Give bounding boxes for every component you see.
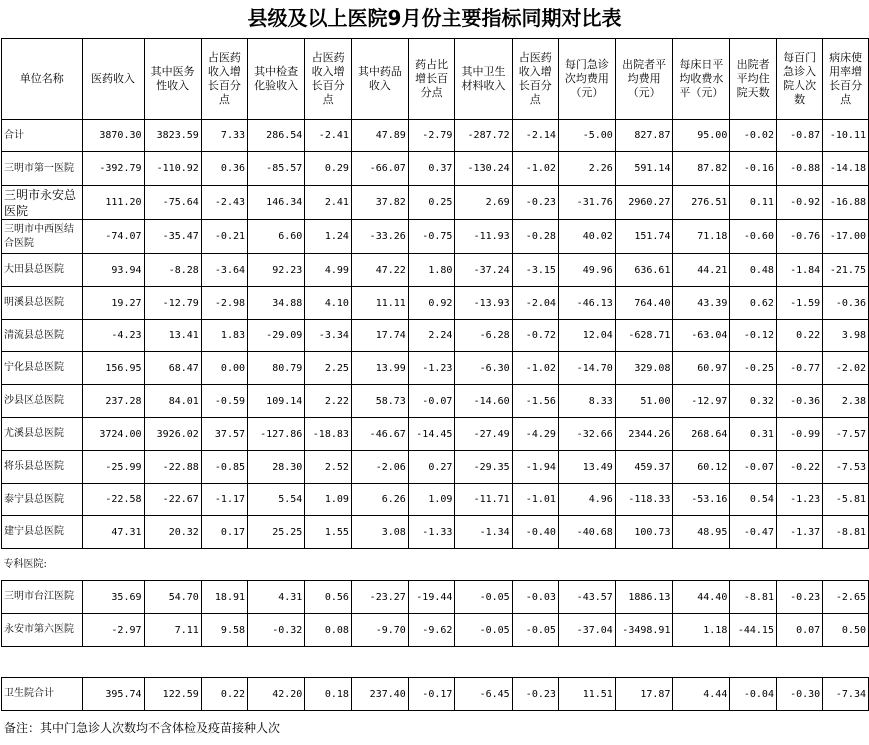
value-cell: -7.34 [823, 678, 869, 711]
value-cell: 2.38 [823, 385, 869, 418]
value-cell: 4.96 [558, 484, 615, 516]
value-cell: 28.30 [248, 451, 305, 484]
value-cell: 37.82 [351, 186, 408, 220]
value-cell: -19.44 [408, 581, 455, 614]
value-cell: 3823.59 [144, 120, 201, 152]
value-cell: 47.22 [351, 254, 408, 287]
value-cell: 37.57 [201, 418, 247, 451]
value-cell: 276.51 [673, 186, 730, 220]
section-row [2, 549, 869, 581]
value-cell: 237.28 [82, 385, 144, 418]
value-cell: -0.04 [730, 678, 777, 711]
value-cell: -0.16 [730, 152, 777, 186]
value-cell: -11.71 [455, 484, 512, 516]
value-cell: -12.79 [144, 287, 201, 320]
value-cell: -3498.91 [615, 614, 673, 647]
value-cell: 156.95 [82, 352, 144, 385]
value-cell: -2.14 [512, 120, 558, 152]
value-cell: 286.54 [248, 120, 305, 152]
value-cell: 2.69 [455, 186, 512, 220]
header-cell: 其中卫生材料收入 [455, 39, 512, 120]
value-cell: 2.25 [305, 352, 352, 385]
value-cell: 51.00 [615, 385, 673, 418]
value-cell: 87.82 [673, 152, 730, 186]
value-cell: -4.29 [512, 418, 558, 451]
table-row [2, 385, 869, 418]
value-cell: -6.30 [455, 352, 512, 385]
value-cell: -0.88 [776, 152, 822, 186]
value-cell: 636.61 [615, 254, 673, 287]
value-cell: -287.72 [455, 120, 512, 152]
value-cell: -13.93 [455, 287, 512, 320]
value-cell: 58.73 [351, 385, 408, 418]
value-cell: 7.11 [144, 614, 201, 647]
value-cell: 95.00 [673, 120, 730, 152]
value-cell: -25.99 [82, 451, 144, 484]
value-cell: -32.66 [558, 418, 615, 451]
spacer-row [2, 647, 869, 678]
value-cell: -0.32 [248, 614, 305, 647]
value-cell: 54.70 [144, 581, 201, 614]
value-cell: 0.32 [730, 385, 777, 418]
value-cell: -85.57 [248, 152, 305, 186]
value-cell: -2.79 [408, 120, 455, 152]
value-cell: -0.47 [730, 516, 777, 549]
value-cell: -0.17 [408, 678, 455, 711]
value-cell: -3.34 [305, 320, 352, 352]
value-cell: -0.22 [776, 451, 822, 484]
value-cell: 3.98 [823, 320, 869, 352]
value-cell: 0.27 [408, 451, 455, 484]
value-cell: -9.62 [408, 614, 455, 647]
table-row [2, 287, 869, 320]
value-cell: -0.87 [776, 120, 822, 152]
value-cell: -1.23 [408, 352, 455, 385]
unit-name-cell: 大田县总医院 [2, 254, 83, 287]
value-cell: 1.83 [201, 320, 247, 352]
header-cell: 其中医务性收入 [144, 39, 201, 120]
unit-name-cell: 清流县总医院 [2, 320, 83, 352]
value-cell: 0.08 [305, 614, 352, 647]
unit-name-cell: 明溪县总医院 [2, 287, 83, 320]
value-cell: 151.74 [615, 220, 673, 254]
value-cell: 0.92 [408, 287, 455, 320]
value-cell: 2.22 [305, 385, 352, 418]
value-cell: -3.15 [512, 254, 558, 287]
value-cell: -16.88 [823, 186, 869, 220]
value-cell: 3724.00 [82, 418, 144, 451]
value-cell: -40.68 [558, 516, 615, 549]
unit-name-cell: 永安市第六医院 [2, 614, 83, 647]
value-cell: 0.50 [823, 614, 869, 647]
value-cell: -0.21 [201, 220, 247, 254]
header-cell: 药占比增长百分点 [408, 39, 455, 120]
value-cell: 0.29 [305, 152, 352, 186]
value-cell: -6.28 [455, 320, 512, 352]
value-cell: -392.79 [82, 152, 144, 186]
value-cell: -3.64 [201, 254, 247, 287]
value-cell: -9.70 [351, 614, 408, 647]
value-cell: 4.44 [673, 678, 730, 711]
value-cell: 8.33 [558, 385, 615, 418]
header-cell: 每床日平均收费水平（元） [673, 39, 730, 120]
value-cell: -23.27 [351, 581, 408, 614]
value-cell: 0.56 [305, 581, 352, 614]
value-cell: 1.18 [673, 614, 730, 647]
value-cell: -2.97 [82, 614, 144, 647]
value-cell: -12.97 [673, 385, 730, 418]
value-cell: -2.65 [823, 581, 869, 614]
value-cell: 0.31 [730, 418, 777, 451]
value-cell: 12.04 [558, 320, 615, 352]
value-cell: -0.03 [512, 581, 558, 614]
value-cell: 6.60 [248, 220, 305, 254]
header-cell: 病床使用率增长百分点 [823, 39, 869, 120]
value-cell: 237.40 [351, 678, 408, 711]
value-cell: 25.25 [248, 516, 305, 549]
value-cell: -1.02 [512, 352, 558, 385]
value-cell: -14.60 [455, 385, 512, 418]
value-cell: -22.67 [144, 484, 201, 516]
value-cell: -0.07 [730, 451, 777, 484]
value-cell: 5.54 [248, 484, 305, 516]
value-cell: -0.28 [512, 220, 558, 254]
value-cell: -1.17 [201, 484, 247, 516]
value-cell: 459.37 [615, 451, 673, 484]
value-cell: 71.18 [673, 220, 730, 254]
value-cell: -2.02 [823, 352, 869, 385]
table-row [2, 451, 869, 484]
value-cell: -29.09 [248, 320, 305, 352]
value-cell: 4.99 [305, 254, 352, 287]
value-cell: 100.73 [615, 516, 673, 549]
value-cell: 17.87 [615, 678, 673, 711]
value-cell: 0.07 [776, 614, 822, 647]
value-cell: -1.01 [512, 484, 558, 516]
value-cell: 146.34 [248, 186, 305, 220]
value-cell: 0.17 [201, 516, 247, 549]
value-cell: 395.74 [82, 678, 144, 711]
value-cell: 0.11 [730, 186, 777, 220]
table-row [2, 614, 869, 647]
value-cell: 93.94 [82, 254, 144, 287]
table-row [2, 516, 869, 549]
value-cell: 827.87 [615, 120, 673, 152]
value-cell: 6.26 [351, 484, 408, 516]
value-cell: -0.72 [512, 320, 558, 352]
value-cell: -7.53 [823, 451, 869, 484]
value-cell: 3.08 [351, 516, 408, 549]
value-cell: -110.92 [144, 152, 201, 186]
value-cell: -1.34 [455, 516, 512, 549]
value-cell: -43.57 [558, 581, 615, 614]
value-cell: -11.93 [455, 220, 512, 254]
value-cell: -0.23 [512, 186, 558, 220]
value-cell: -0.02 [730, 120, 777, 152]
header-cell: 其中药品收入 [351, 39, 408, 120]
value-cell: 2.26 [558, 152, 615, 186]
value-cell: -0.25 [730, 352, 777, 385]
table-row [2, 152, 869, 186]
value-cell: -10.11 [823, 120, 869, 152]
header-row [2, 39, 869, 120]
value-cell: -4.23 [82, 320, 144, 352]
value-cell: 11.51 [558, 678, 615, 711]
value-cell: -0.05 [512, 614, 558, 647]
value-cell: 43.39 [673, 287, 730, 320]
unit-name-cell: 沙县区总医院 [2, 385, 83, 418]
value-cell: 80.79 [248, 352, 305, 385]
value-cell: 60.97 [673, 352, 730, 385]
value-cell: -74.07 [82, 220, 144, 254]
value-cell: 42.20 [248, 678, 305, 711]
header-cell: 占医药收入增长百分点 [305, 39, 352, 120]
value-cell: -2.06 [351, 451, 408, 484]
value-cell: -14.70 [558, 352, 615, 385]
value-cell: -37.04 [558, 614, 615, 647]
value-cell: 268.64 [673, 418, 730, 451]
value-cell: -1.23 [776, 484, 822, 516]
value-cell: 329.08 [615, 352, 673, 385]
table-row [2, 418, 869, 451]
value-cell: -0.36 [823, 287, 869, 320]
value-cell: 48.95 [673, 516, 730, 549]
value-cell: -1.56 [512, 385, 558, 418]
value-cell: 47.31 [82, 516, 144, 549]
value-cell: -0.77 [776, 352, 822, 385]
value-cell: -14.45 [408, 418, 455, 451]
value-cell: -127.86 [248, 418, 305, 451]
unit-name-cell: 泰宁县总医院 [2, 484, 83, 516]
value-cell: -44.15 [730, 614, 777, 647]
header-cell: 出院者平均住院天数 [730, 39, 777, 120]
value-cell: 9.58 [201, 614, 247, 647]
value-cell: 17.74 [351, 320, 408, 352]
unit-name-cell: 宁化县总医院 [2, 352, 83, 385]
value-cell: -1.37 [776, 516, 822, 549]
table-row [2, 220, 869, 254]
table-row [2, 352, 869, 385]
header-cell: 出院者平均费用（元） [615, 39, 673, 120]
comparison-table [1, 38, 869, 711]
value-cell: 20.32 [144, 516, 201, 549]
value-cell: -6.45 [455, 678, 512, 711]
value-cell: -0.23 [776, 581, 822, 614]
unit-name-cell: 三明市第一医院 [2, 152, 83, 186]
spacer-cell [2, 647, 869, 678]
value-cell: -46.67 [351, 418, 408, 451]
value-cell: 47.89 [351, 120, 408, 152]
value-cell: -0.99 [776, 418, 822, 451]
header-cell: 占医药收入增长百分点 [512, 39, 558, 120]
value-cell: -1.84 [776, 254, 822, 287]
value-cell: 2344.26 [615, 418, 673, 451]
value-cell: -8.28 [144, 254, 201, 287]
value-cell: 591.14 [615, 152, 673, 186]
value-cell: -1.59 [776, 287, 822, 320]
value-cell: 92.23 [248, 254, 305, 287]
value-cell: 0.54 [730, 484, 777, 516]
value-cell: 1.24 [305, 220, 352, 254]
table-row [2, 186, 869, 220]
unit-name-cell: 尤溪县总医院 [2, 418, 83, 451]
value-cell: -18.83 [305, 418, 352, 451]
footnote: 备注：其中门急诊人次数均不含体检及疫苗接种人次 [4, 721, 281, 735]
value-cell: 13.49 [558, 451, 615, 484]
value-cell: 764.40 [615, 287, 673, 320]
value-cell: -0.75 [408, 220, 455, 254]
value-cell: -7.57 [823, 418, 869, 451]
value-cell: -0.36 [776, 385, 822, 418]
unit-name-cell: 三明市台江医院 [2, 581, 83, 614]
value-cell: -75.64 [144, 186, 201, 220]
value-cell: 13.99 [351, 352, 408, 385]
value-cell: 44.21 [673, 254, 730, 287]
value-cell: 2.52 [305, 451, 352, 484]
value-cell: -628.71 [615, 320, 673, 352]
value-cell: 3926.02 [144, 418, 201, 451]
table-row [2, 320, 869, 352]
value-cell: -1.33 [408, 516, 455, 549]
value-cell: 0.62 [730, 287, 777, 320]
value-cell: -22.88 [144, 451, 201, 484]
table-row [2, 254, 869, 287]
value-cell: -0.30 [776, 678, 822, 711]
value-cell: 60.12 [673, 451, 730, 484]
value-cell: 18.91 [201, 581, 247, 614]
value-cell: 111.20 [82, 186, 144, 220]
value-cell: -8.81 [823, 516, 869, 549]
value-cell: -22.58 [82, 484, 144, 516]
value-cell: 11.11 [351, 287, 408, 320]
table-row [2, 484, 869, 516]
value-cell: -66.07 [351, 152, 408, 186]
value-cell: 1.80 [408, 254, 455, 287]
value-cell: 1.09 [305, 484, 352, 516]
table-row [2, 678, 869, 711]
value-cell: 1886.13 [615, 581, 673, 614]
value-cell: 2.41 [305, 186, 352, 220]
value-cell: 1.55 [305, 516, 352, 549]
header-cell: 每门急诊次均费用（元） [558, 39, 615, 120]
table-row [2, 581, 869, 614]
unit-name-cell: 三明市永安总医院 [2, 186, 83, 220]
value-cell: 34.88 [248, 287, 305, 320]
value-cell: -21.75 [823, 254, 869, 287]
value-cell: 0.25 [408, 186, 455, 220]
value-cell: -53.16 [673, 484, 730, 516]
value-cell: -2.43 [201, 186, 247, 220]
value-cell: -46.13 [558, 287, 615, 320]
value-cell: 35.69 [82, 581, 144, 614]
value-cell: -0.76 [776, 220, 822, 254]
value-cell: 4.10 [305, 287, 352, 320]
value-cell: -0.59 [201, 385, 247, 418]
value-cell: -29.35 [455, 451, 512, 484]
value-cell: -14.18 [823, 152, 869, 186]
unit-name-cell: 卫生院合计 [2, 678, 83, 711]
unit-name-cell: 建宁县总医院 [2, 516, 83, 549]
value-cell: -17.00 [823, 220, 869, 254]
header-cell: 单位名称 [2, 39, 83, 120]
value-cell: -0.40 [512, 516, 558, 549]
value-cell: 13.41 [144, 320, 201, 352]
value-cell: -1.94 [512, 451, 558, 484]
value-cell: 44.40 [673, 581, 730, 614]
value-cell: -0.05 [455, 581, 512, 614]
header-cell: 占医药收入增长百分点 [201, 39, 247, 120]
value-cell: -130.24 [455, 152, 512, 186]
header-cell: 每百门急诊入院人次数 [776, 39, 822, 120]
value-cell: 122.59 [144, 678, 201, 711]
value-cell: -33.26 [351, 220, 408, 254]
table-row [2, 120, 869, 152]
value-cell: -0.12 [730, 320, 777, 352]
value-cell: 40.02 [558, 220, 615, 254]
value-cell: 0.22 [776, 320, 822, 352]
value-cell: -0.07 [408, 385, 455, 418]
value-cell: 19.27 [82, 287, 144, 320]
value-cell: 2.24 [408, 320, 455, 352]
value-cell: 2960.27 [615, 186, 673, 220]
value-cell: 3870.30 [82, 120, 144, 152]
value-cell: -0.60 [730, 220, 777, 254]
value-cell: 0.22 [201, 678, 247, 711]
value-cell: 68.47 [144, 352, 201, 385]
value-cell: -0.23 [512, 678, 558, 711]
value-cell: 4.31 [248, 581, 305, 614]
value-cell: -31.76 [558, 186, 615, 220]
value-cell: -5.00 [558, 120, 615, 152]
unit-name-cell: 三明市中西医结合医院 [2, 220, 83, 254]
value-cell: -0.92 [776, 186, 822, 220]
value-cell: -2.04 [512, 287, 558, 320]
value-cell: -2.41 [305, 120, 352, 152]
value-cell: -1.02 [512, 152, 558, 186]
value-cell: 0.00 [201, 352, 247, 385]
value-cell: 0.18 [305, 678, 352, 711]
value-cell: 84.01 [144, 385, 201, 418]
header-cell: 医药收入 [82, 39, 144, 120]
header-cell: 其中检查化验收入 [248, 39, 305, 120]
value-cell: 1.09 [408, 484, 455, 516]
value-cell: -8.81 [730, 581, 777, 614]
value-cell: 109.14 [248, 385, 305, 418]
value-cell: -2.98 [201, 287, 247, 320]
value-cell: 49.96 [558, 254, 615, 287]
value-cell: 0.37 [408, 152, 455, 186]
value-cell: -118.33 [615, 484, 673, 516]
value-cell: -63.04 [673, 320, 730, 352]
unit-name-cell: 合计 [2, 120, 83, 152]
report-title: 县级及以上医院9月份主要指标同期对比表 [247, 6, 622, 30]
unit-name-cell: 将乐县总医院 [2, 451, 83, 484]
value-cell: -35.47 [144, 220, 201, 254]
value-cell: -0.05 [455, 614, 512, 647]
value-cell: -37.24 [455, 254, 512, 287]
value-cell: -0.85 [201, 451, 247, 484]
section-label: 专科医院: [2, 549, 869, 581]
value-cell: -5.81 [823, 484, 869, 516]
value-cell: 7.33 [201, 120, 247, 152]
value-cell: 0.36 [201, 152, 247, 186]
value-cell: -27.49 [455, 418, 512, 451]
value-cell: 0.48 [730, 254, 777, 287]
